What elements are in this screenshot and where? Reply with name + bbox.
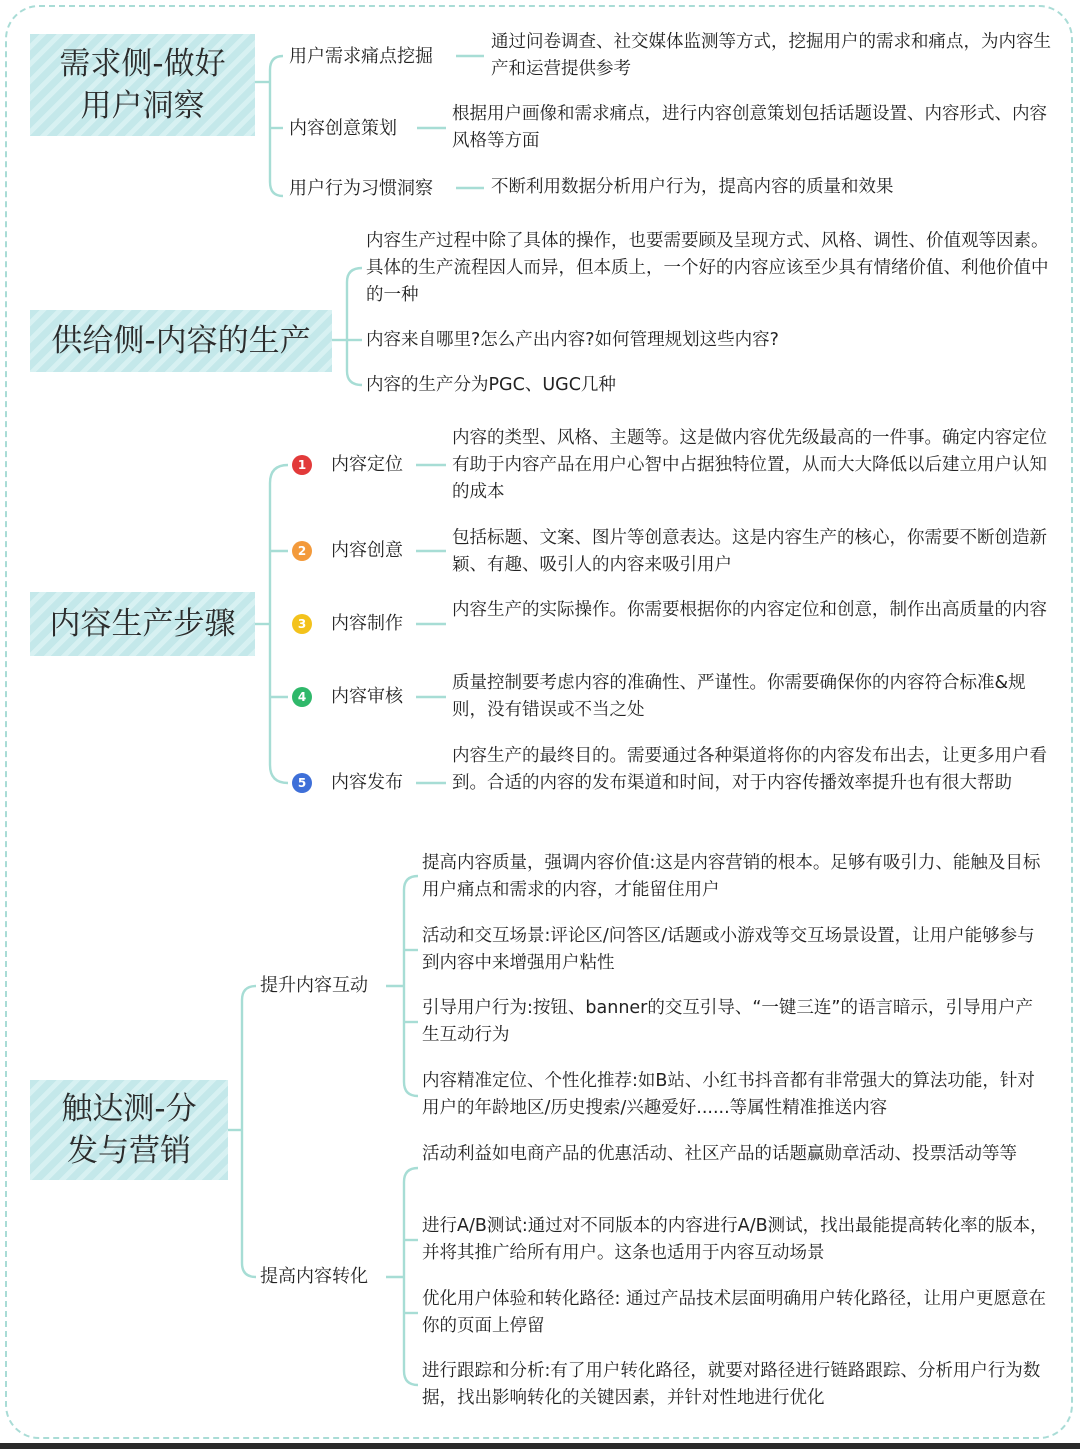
- step-5-text: 内容生产的最终目的。需要通过各种渠道将你的内容发布出去，让更多用户看到。合适的内容的发布渠道和时间，对于内容传播效率提升也有很大帮助: [452, 746, 1047, 793]
- demand-title: 需求侧-做好用户洞察: [30, 34, 255, 136]
- supply-text-3: 内容的生产分为PGC、UGC几种: [366, 375, 616, 395]
- connector-conversion-trunk: [404, 1168, 418, 1385]
- step-1-label: 内容定位: [331, 454, 403, 475]
- step-5-badge: 5: [292, 773, 312, 793]
- step-2-badge: 2: [292, 541, 312, 561]
- steps-title: 内容生产步骤: [30, 592, 255, 656]
- connector-demand-trunk: [270, 56, 283, 196]
- conversion-text-2: 进行A/B测试:通过对不同版本的内容进行A/B测试，找出最能提高转化率的版本，并将其推广给所有用户。这条也适用于内容互动场景: [422, 1216, 1048, 1263]
- step-2-text: 包括标题、文案、图片等创意表达。这是内容生产的核心，你需要不断创造新颖、有趣、吸引人的内容来吸引用户: [452, 528, 1047, 575]
- step-5-label: 内容发布: [331, 772, 403, 793]
- step-4-text: 质量控制要考虑内容的准确性、严谨性。你需要确保你的内容符合标准&规则，没有错误或不当之处: [452, 673, 1026, 720]
- step-3-label: 内容制作: [331, 613, 403, 634]
- interaction-text-1: 提高内容质量，强调内容价值:这是内容营销的根本。足够有吸引力、能触及目标用户痛点和需求的内容，才能留住用户: [422, 853, 1041, 900]
- conversion-text-4: 进行跟踪和分析:有了用户转化路径，就要对路径进行链路跟踪、分析用户行为数据，找出影响转化的关键因素，并针对性地进行优化: [422, 1361, 1041, 1408]
- step-2-label: 内容创意: [331, 540, 403, 561]
- supply-title: 供给侧-内容的生产: [30, 310, 332, 372]
- supply-text-1: 内容生产过程中除了具体的操作，也要需要顾及呈现方式、风格、调性、价值观等因素。具体的生产流程因人而异，但本质上，一个好的内容应该至少具有情绪价值、利他价值中的一种: [366, 231, 1049, 305]
- step-4-badge: 4: [292, 687, 312, 707]
- demand-branch-3: 用户行为习惯洞察: [289, 178, 433, 199]
- demand-branch-1: 用户需求痛点挖掘: [289, 46, 433, 67]
- bottom-bar: [0, 1443, 1080, 1449]
- step-3-text: 内容生产的实际操作。你需要根据你的内容定位和创意，制作出高质量的内容: [452, 600, 1047, 620]
- step-4-label: 内容审核: [331, 686, 403, 707]
- demand-text-3: 不断利用数据分析用户行为，提高内容的质量和效果: [491, 177, 894, 197]
- interaction-text-2: 活动和交互场景:评论区/问答区/话题或小游戏等交互场景设置，让用户能够参与到内容中来增强用户粘性: [422, 926, 1035, 973]
- conversion-label: 提高内容转化: [260, 1266, 368, 1287]
- connector-supply-trunk: [347, 268, 362, 385]
- connector-reach-trunk: [242, 986, 256, 1277]
- connector-interaction-trunk: [404, 876, 418, 1096]
- demand-text-1: 通过问卷调查、社交媒体监测等方式，挖掘用户的需求和痛点，为内容生产和运营提供参考: [491, 32, 1051, 79]
- demand-branch-2: 内容创意策划: [289, 118, 397, 139]
- interaction-text-3: 引导用户行为:按钮、banner的交互引导、“一键三连”的语言暗示，引导用户产生互动行为: [422, 998, 1034, 1045]
- interaction-label: 提升内容互动: [260, 975, 368, 996]
- conversion-text-1: 活动利益如电商产品的优惠活动、社区产品的话题赢勋章活动、投票活动等等: [422, 1144, 1017, 1164]
- step-1-text: 内容的类型、风格、主题等。这是做内容优先级最高的一件事。确定内容定位有助于内容产品在用户心智中占据独特位置，从而大大降低以后建立用户认知的成本: [452, 428, 1047, 502]
- demand-text-2: 根据用户画像和需求痛点，进行内容创意策划包括话题设置、内容形式、内容风格等方面: [452, 104, 1047, 151]
- step-1-badge: 1: [292, 455, 312, 475]
- conversion-text-3: 优化用户体验和转化路径: 通过产品技术层面明确用户转化路径，让用户更愿意在你的页面上停留: [422, 1289, 1046, 1336]
- supply-text-2: 内容来自哪里?怎么产出内容?如何管理规划这些内容?: [366, 330, 779, 350]
- reach-title: 触达测-分发与营销: [30, 1080, 228, 1180]
- interaction-text-4: 内容精准定位、个性化推荐:如B站、小红书抖音都有非常强大的算法功能，针对用户的年龄地区/历史搜索/兴趣爱好......等属性精准推送内容: [422, 1071, 1035, 1118]
- connector-steps-trunk: [270, 465, 288, 783]
- step-3-badge: 3: [292, 614, 312, 634]
